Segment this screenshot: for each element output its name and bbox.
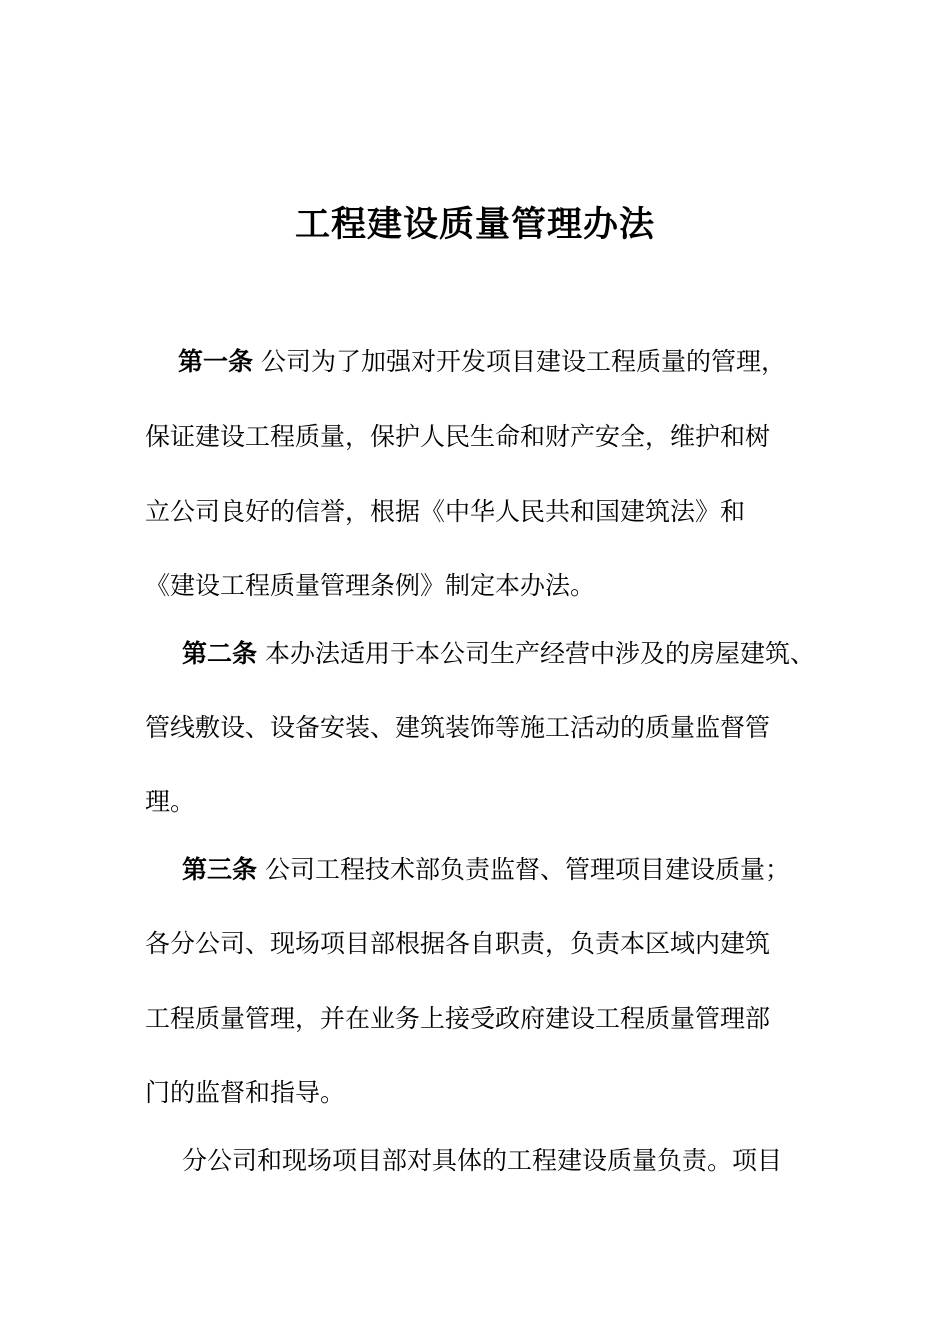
article-3-first-line [182, 850, 882, 890]
article-1-line-2: 保证建设工程质量，保护人民生命和财产安全，维护和树 [145, 422, 771, 451]
article-2-first-line [182, 634, 882, 674]
article-3-line-4: 门的监督和指导。 [145, 1078, 346, 1107]
article-3-line-3: 工程质量管理，并在业务上接受政府建设工程质量管理部 [145, 1004, 771, 1033]
article-3-text: 公司工程技术部负责监督、管理项目建设质量； [264, 855, 790, 884]
article-3-line-2: 各分公司、现场项目部根据各自职责，负责本区域内建筑 [145, 929, 771, 958]
article-2-heading: 第二条 [182, 639, 258, 668]
article-1-text: 公司为了加强对开发项目建设工程质量的管理， [260, 347, 786, 376]
article-1-first-line [178, 342, 878, 382]
article-2-line-3: 理。 [145, 787, 196, 816]
document-title: 工程建设质量管理办法 [294, 204, 655, 245]
article-1-heading: 第一条 [178, 347, 254, 376]
article-2-text: 本办法适用于本公司生产经营中涉及的房屋建筑、 [264, 639, 815, 668]
closing-paragraph: 分公司和现场项目部对具体的工程建设质量负责。项目 [182, 1146, 783, 1175]
article-2-line-2: 管线敷设、设备安装、建筑装饰等施工活动的质量监督管 [145, 713, 771, 742]
article-3-heading: 第三条 [182, 855, 258, 884]
article-1-line-3: 立公司良好的信誉，根据《中华人民共和国建筑法》和 [145, 497, 746, 526]
article-1-line-4: 《建设工程质量管理条例》制定本办法。 [145, 571, 596, 600]
